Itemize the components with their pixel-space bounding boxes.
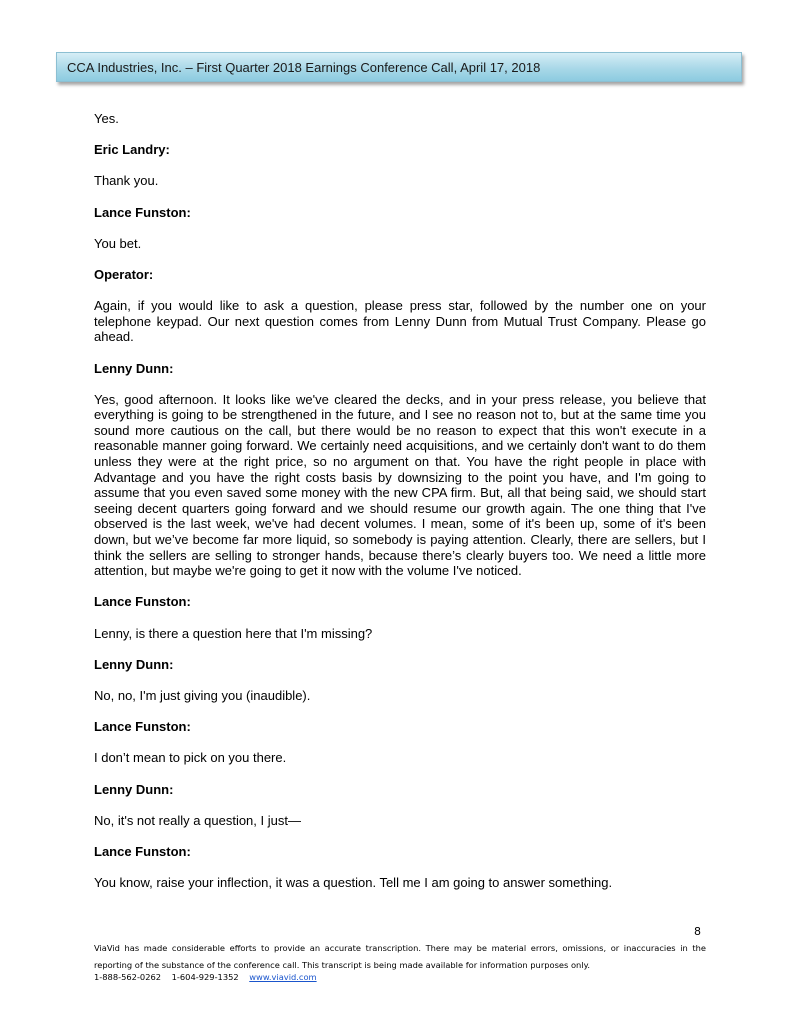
page-number: 8 bbox=[694, 925, 701, 938]
speaker-name: Lance Funston: bbox=[94, 204, 191, 220]
footer-phone-1: 1-888-562-0262 bbox=[94, 972, 162, 982]
footer-website-link[interactable]: www.viavid.com bbox=[249, 972, 317, 982]
transcript-text: Thank you. bbox=[94, 173, 159, 189]
speaker-name: Lance Funston: bbox=[94, 719, 191, 735]
transcript-text: I don’t mean to pick on you there. bbox=[94, 750, 287, 766]
transcript-text: You know, raise your inflection, it was a question. Tell me I am going to answer something. bbox=[94, 875, 613, 891]
transcript-body bbox=[94, 111, 706, 906]
speaker-name: Lenny Dunn: bbox=[94, 781, 174, 797]
transcript-text: No, no, I'm just giving you (inaudible). bbox=[94, 687, 311, 703]
footer-phone-2: 1-604-929-1352 bbox=[171, 972, 239, 982]
transcript-text: Yes. bbox=[94, 111, 119, 126]
transcript-text: You bet. bbox=[94, 235, 142, 251]
header-band bbox=[56, 52, 742, 82]
transcript-text: Yes, good afternoon. It looks like we've cleared the decks, and in your press release, you believe that everything is going to be strengthened in the future, and I see no reason not to, but at the same time you sound more cautious on the call, but there would be no reason to expect that this won't execute in a reasonable manner going forward. We certainly need acquisitions, and we certainly don't want to do them unless they were at the right price, so no argument on that. You have the right people in place with Advantage and you have the right costs basis by downsizing to the point you have, and I'm going to assume that you even saved some money with the new CPA firm. But, all that being said, we should start seeing decent quarters going forward and we should resume our growth again. The one thing that I've observed is the last week, we've had decent volumes. I mean, some of it's been up, some of it's been down, but we’ve become far more liquid, so somebody is paying attention. Clearly, there are sellers, but I think the sellers are selling to stronger hands, because there’s clearly buyers too. We need a little more attention, but maybe we're going to get it now with the volume I've noticed. bbox=[94, 391, 706, 579]
speaker-name: Lenny Dunn: bbox=[94, 656, 174, 672]
speaker-name: Lance Funston: bbox=[94, 843, 191, 859]
speaker-name: Operator: bbox=[94, 266, 154, 282]
transcript-text: Again, if you would like to ask a question, please press star, followed by the number one on your telephone keypad. Our next question comes from Lenny Dunn from Mutual Trust Company. Please go ahead. bbox=[94, 298, 706, 345]
speaker-name: Eric Landry: bbox=[94, 142, 170, 158]
document-title: CCA Industries, Inc. – First Quarter 2018 Earnings Conference Call, April 17, 2018 bbox=[67, 60, 541, 75]
speaker-name: Lenny Dunn: bbox=[94, 360, 174, 376]
transcript-text: Lenny, is there a question here that I'm missing? bbox=[94, 625, 373, 641]
footer-contact bbox=[94, 972, 317, 982]
transcript-text: No, it's not really a question, I just— bbox=[94, 812, 301, 828]
speaker-name: Lance Funston: bbox=[94, 594, 191, 610]
footer-disclaimer: ViaVid has made considerable efforts to provide an accurate transcription. There may be material errors, omissions, or inaccuracies in the reporting of the substance of the conference call. This transcript is being made available for information purposes only. bbox=[94, 943, 706, 970]
